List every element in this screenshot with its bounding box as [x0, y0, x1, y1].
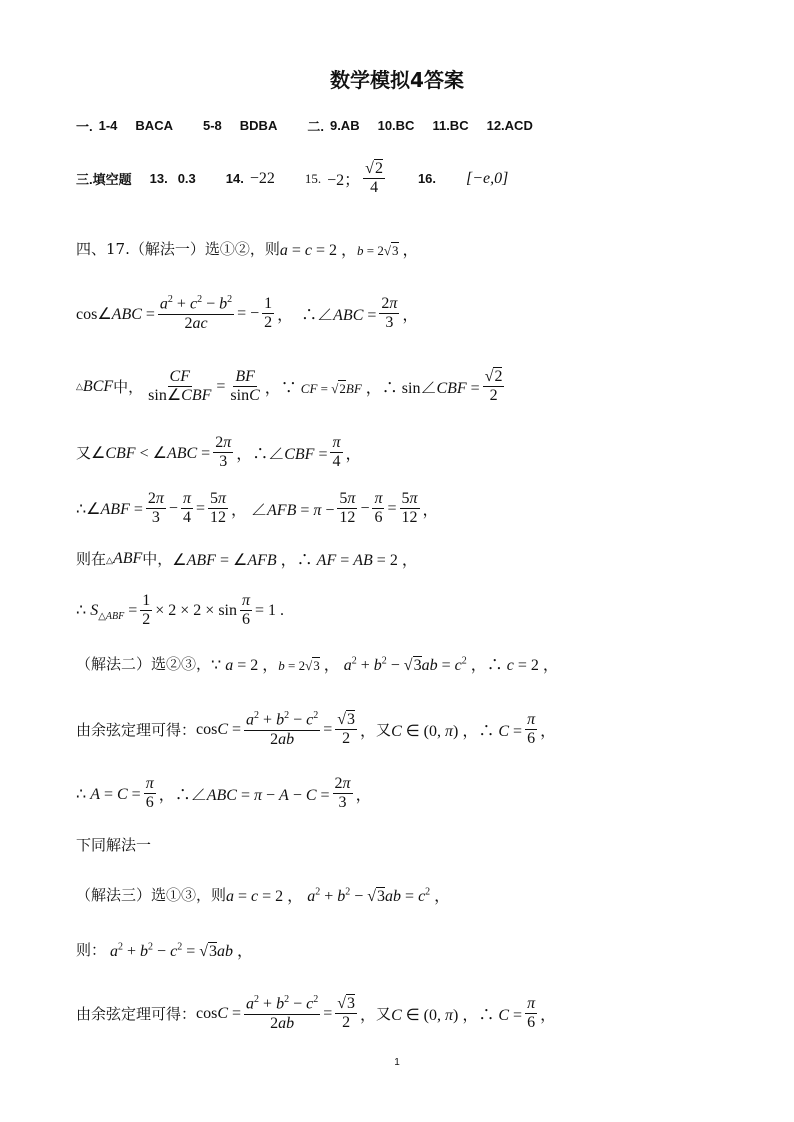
answer-1-4: BACA [135, 118, 173, 133]
part3-label: 三.填空题 [76, 172, 132, 188]
sol2-cos-line: 由余弦定理可得： cosC = $\frac{a^2 + b^2 - c^2}{2ab}$ = $\frac{√3}{2}$ ， 又 C ∈ (0, π) ，∴ C = $\frac{\pi}{6}$ ， [76, 710, 557, 748]
part2-label: 二. [307, 119, 324, 134]
sol1-isosceles-line: 则在 △ABF 中， ∠ABF = ∠AFB ，∴ AF = AB = 2 ， [76, 549, 418, 569]
q15-fraction: $\frac{√2}{4}$ [365, 160, 383, 197]
answer-11: 11.BC [432, 118, 469, 133]
q13-number: 13. [149, 171, 168, 187]
answer-5-8: BDBA [239, 118, 278, 133]
q15-number: 15. [304, 170, 322, 186]
q13-answer: 0.3 [177, 171, 196, 187]
part1-label: 一. [76, 119, 93, 134]
q14-answer: −22 [249, 169, 275, 187]
sol1-abf-line: ∴∠ABF = $\frac{2\pi}{3}$ − $\frac{\pi}{4}$ = $\frac{5\pi}{12}$ ， ∠AFB = π − $\frac{5\pi}{12}$ − $\frac{\pi}{6}$ = $\frac{5\pi}{12}$ ， [76, 490, 439, 527]
sol3-then-line: 则： $a^2 + b^2 - c^2 = √3ab$ ， [76, 941, 254, 960]
answer-9: 9.AB [329, 118, 360, 133]
page-title: 数学模拟4答案 [330, 68, 464, 92]
sol1-angle-line: 又 ∠CBF < ∠ABC = $\frac{2\pi}{3}$ ，∴∠CBF = $\frac{\pi}{4}$ ， [76, 434, 362, 471]
sol2-angles-line: ∴ A = C = $\frac{\pi}{6}$ ，∴∠ABC = π − A − C = $\frac{2\pi}{3}$ ， [76, 775, 372, 812]
sol1-cos-line: cos∠ABC = $\frac{a^2 + c^2 - b^2}{2ac}$ = − $\frac{1}{2}$ ， ∴∠ABC = $\frac{2\pi}{3}$ ， [76, 294, 419, 332]
sol1-given: a = c = 2 ，b = 2√3 ， [279, 242, 419, 259]
range-1-4: 1-4 [98, 118, 118, 133]
q14-number: 14. [225, 171, 244, 187]
sol3-intro: （解法三）选①③，则 [76, 886, 227, 904]
q15-answer: −2； [327, 172, 361, 190]
answer-10: 10.BC [377, 118, 415, 133]
answers-mc-line [76, 116, 533, 135]
sol2-same-line: 下同解法一 [76, 836, 152, 854]
range-5-8: 5-8 [202, 118, 222, 133]
page-number: 1 [394, 1057, 400, 1068]
sol2-intro-line: （解法二）选②③， ∵ a = 2 ，b = 2√3 ， $a^2 + b^2 - √3ab = c^2$ ，∴ c = 2 ， [76, 655, 559, 674]
q16-number: 16. [417, 171, 437, 187]
sol1-area-line: ∴ $S_{\triangle ABF}$ = $\frac{1}{2}$ × 2 × 2 × sin $\frac{\pi}{6}$ = 1 . [76, 592, 285, 629]
sol3-cos-line: 由余弦定理可得： cosC = $\frac{a^2 + b^2 - c^2}{2ab}$ = $\frac{√3}{2}$ ， 又 C ∈ (0, π) ，∴ C = $\frac{\pi}{6}$ ， [76, 994, 557, 1032]
sol1-intro: 四、17.（解法一）选①②，则 [76, 240, 280, 258]
sol1-sine-law-line: △ BCF 中， $\frac{CF}{\text{sin∠CBF}}$ = $\frac{BF}{\sin C}$ ，∵ CF = √2BF ，∴ sin∠CBF = $\frac{√2}{2}$ [76, 368, 503, 405]
sol2-intro: （解法二）选②③， [76, 655, 212, 673]
sol1-intro-line [76, 237, 419, 260]
sol3-intro-line: （解法三）选①③，则 a = c = 2 ， $a^2 + b^2 - √3ab = c^2$ ， [76, 886, 451, 905]
q16-answer: [−e,0] [466, 169, 509, 187]
answers-fill-line [76, 160, 508, 198]
answer-12: 12.ACD [486, 118, 533, 133]
